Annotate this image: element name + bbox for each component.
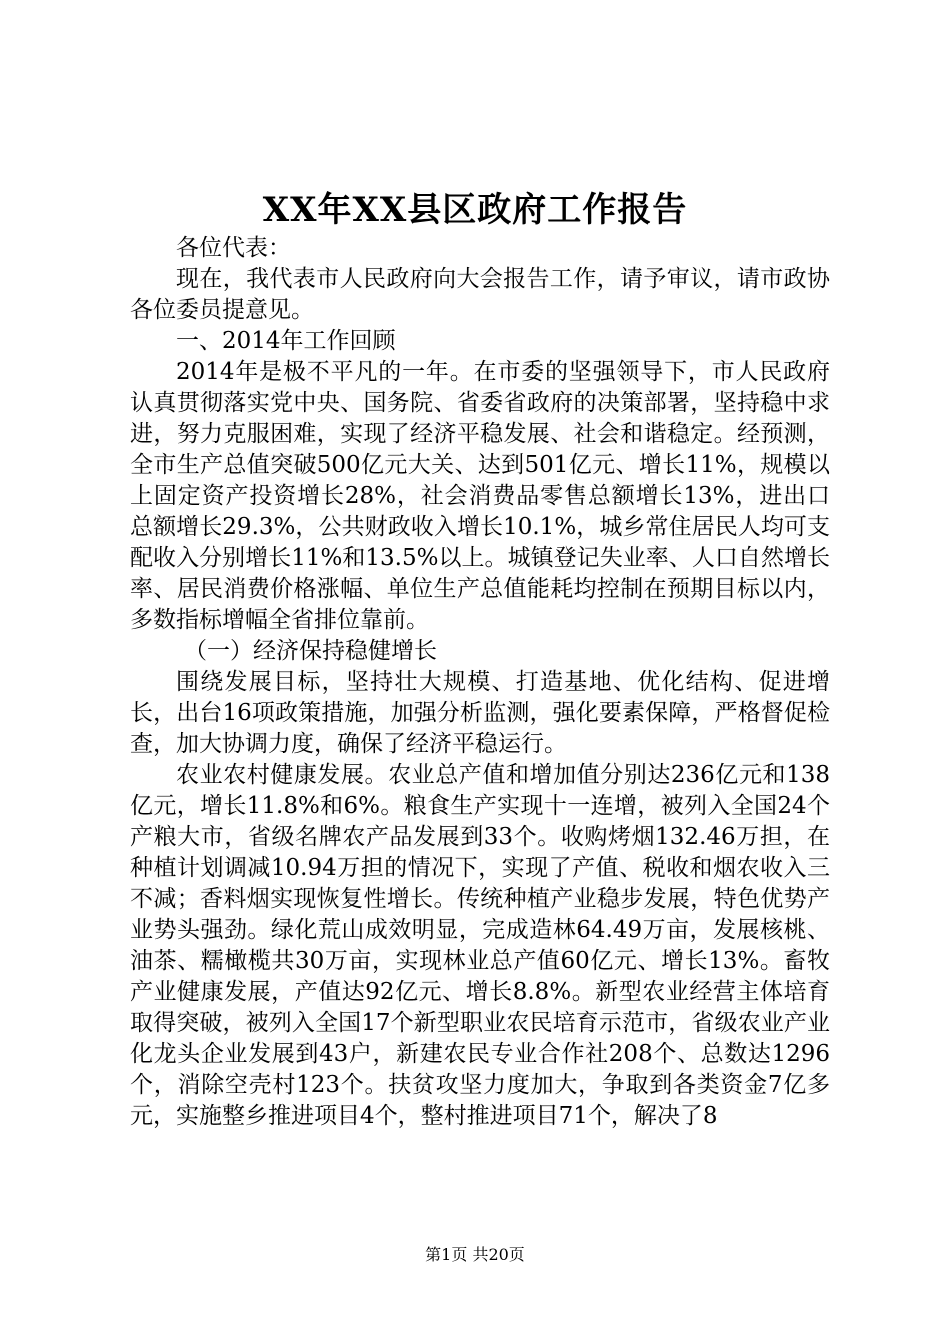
- review-paragraph: 2014年是极不平凡的一年。在市委的坚强领导下，市人民政府认真贯彻落实党中央、国务院、省委省政府的决策部署，坚持稳中求进，努力克服困难，实现了经济平稳发展、社会和谐稳定。经预测，全市生产总值突破500亿元大关、达到501亿元、增长11%，规模以上固定资产投资增长28%，社会消费品零售总额增长13%，进出口总额增长29.3%，公共财政收入增长10.1%，城乡常住居民人均可支配收入分别增长11%和13.5%以上。城镇登记失业率、人口自然增长率、居民消费价格涨幅、单位生产总值能耗均控制在预期目标以内，多数指标增幅全省排位靠前。: [130, 359, 830, 633]
- document-body: [130, 233, 830, 1132]
- intro-paragraph: 现在，我代表市人民政府向大会报告工作，请予审议，请市政协各位委员提意见。: [130, 266, 830, 323]
- subsection-heading-1: （一）经济保持稳健增长: [184, 638, 437, 664]
- document-title: XX年XX县区政府工作报告: [262, 190, 688, 230]
- agriculture-paragraph: 农业农村健康发展。农业总产值和增加值分别达236亿元和138亿元，增长11.8%和6%。粮食生产实现十一连增，被列入全国24个产粮大市，省级名牌农产品发展到33个。收购烤烟132.46万担，在种植计划调减10.94万担的情况下，实现了产值、税收和烟农收入三不减；香料烟实现恢复性增长。传统种植产业稳步发展，特色优势产业势头强劲。绿化荒山成效明显，完成造林64.49万亩，发展核桃、油茶、糯橄榄共30万亩，实现林业总产值60亿元、增长13%。畜牧产业健康发展，产值达92亿元、增长8.8%。新型农业经营主体培育取得突破，被列入全国17个新型职业农民培育示范市，省级农业产业化龙头企业发展到43户，新建农民专业合作社208个、总数达1296个，消除空壳村123个。扶贫攻坚力度加大，争取到各类资金7亿多元，实施整乡推进项目4个，整村推进项目71个，解决了8: [130, 762, 830, 1129]
- section-heading-1: 一、2014年工作回顾: [176, 328, 396, 354]
- economy-paragraph: 围绕发展目标，坚持壮大规模、打造基地、优化结构、促进增长，出台16项政策措施，加强分析监测，强化要素保障，严格督促检查，加大协调力度，确保了经济平稳运行。: [130, 669, 830, 757]
- page-number: 第1页 共20页: [425, 1245, 525, 1264]
- salutation: 各位代表：: [176, 235, 291, 261]
